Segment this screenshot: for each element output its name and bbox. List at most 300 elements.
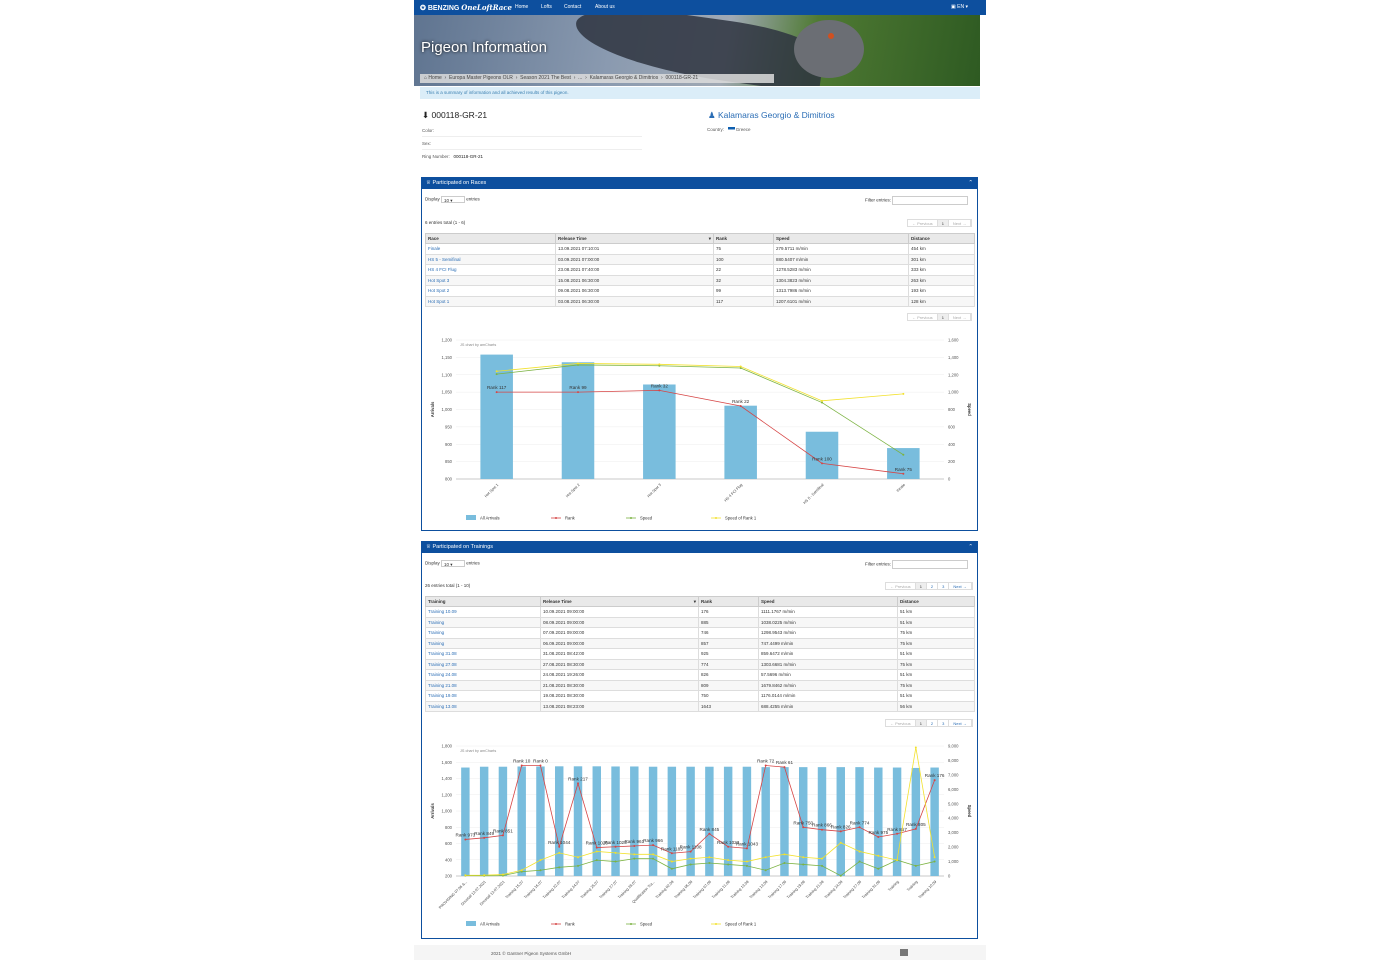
table-cell: 885	[699, 617, 759, 628]
nav-contact[interactable]: Contact	[564, 4, 582, 10]
col-training[interactable]: Training	[426, 597, 541, 607]
table-cell: 857	[699, 638, 759, 649]
table-cell: 454 km	[909, 244, 975, 255]
point-speed-of-rank-1	[708, 856, 710, 858]
rank-data-label: Rank 61	[775, 760, 794, 766]
brand-logo[interactable]: ✪ BENZING OneLoftRace	[420, 3, 512, 12]
table-cell: 128 km	[909, 296, 975, 307]
uk-flag-icon: ▣	[951, 4, 956, 10]
trainings-panel-header[interactable]: ♕ Participated on Trainings ⌃	[422, 542, 977, 553]
point-speed-of-rank-1	[539, 859, 541, 861]
bar-all-arrivals	[837, 767, 845, 876]
y2-axis-label: Speed	[967, 804, 972, 818]
x-tick-label: Training 31.08	[861, 879, 882, 900]
pigeon-head-image	[794, 20, 864, 78]
point-rank	[671, 852, 673, 854]
row-link[interactable]: HS 4 FCI Flug	[426, 265, 556, 276]
legend-label: All Arrivals	[480, 921, 500, 927]
table-row	[426, 638, 975, 649]
table-cell: 746	[699, 628, 759, 639]
y2-tick-label: 6,000	[948, 786, 959, 792]
pager-next[interactable]: Next →	[949, 583, 971, 589]
row-link[interactable]: Finale	[426, 244, 556, 255]
point-rank	[690, 851, 692, 853]
breadcrumb-season[interactable]: Season 2021 The Best	[520, 75, 571, 81]
legend-label: Speed	[640, 515, 653, 521]
table-cell: 333 km	[909, 265, 975, 276]
breadcrumb-ellipsis[interactable]: ...	[578, 75, 583, 81]
table-cell: 08.09.2021 09:00:00	[541, 617, 699, 628]
rank-data-label: Rank 1020	[585, 840, 608, 846]
series-line-rank	[497, 390, 904, 473]
bar-all-arrivals	[780, 767, 788, 876]
row-link[interactable]: Training	[426, 617, 541, 628]
table-row	[426, 701, 975, 712]
greece-flag-icon	[728, 127, 735, 132]
rank-data-label: Rank 32	[650, 383, 668, 389]
races-filter-input[interactable]	[892, 196, 968, 205]
footer	[414, 945, 986, 960]
point-rank	[915, 828, 917, 830]
point-speed-of-rank-1	[746, 861, 748, 863]
point-rank	[859, 826, 861, 828]
scroll-top-button[interactable]	[900, 949, 908, 956]
legend-label: Rank	[565, 921, 575, 927]
table-cell: 51 km	[898, 607, 975, 618]
point-rank	[521, 765, 523, 767]
x-tick-label: PROVIDING 07.06 &...	[438, 879, 469, 910]
chevron-up-icon[interactable]: ⌃	[968, 180, 973, 186]
table-cell: 15.08.2021 06:30:00	[556, 275, 714, 286]
point-speed	[877, 868, 879, 870]
row-link[interactable]: Hot Spot 3	[426, 275, 556, 286]
point-speed	[615, 861, 617, 863]
table-cell: 263 km	[909, 275, 975, 286]
x-tick-label: Training 07.08	[692, 879, 713, 900]
trophy-icon: ♕	[426, 544, 431, 550]
trainings-length-select[interactable]: 10 ▾	[441, 560, 465, 567]
races-chart	[422, 330, 977, 526]
pager-page-3[interactable]: 3	[938, 583, 949, 589]
pager-next[interactable]: Next →	[949, 314, 971, 320]
x-tick-label: Training 19.08	[786, 879, 806, 900]
y2-tick-label: 8,000	[948, 757, 959, 763]
rank-data-label: Rank 826	[830, 824, 851, 830]
table-cell: 1111.1767 m/min	[759, 607, 898, 618]
bar-all-arrivals	[930, 768, 938, 876]
bar-all-arrivals	[555, 766, 563, 876]
sex-label: Sex:	[422, 141, 432, 146]
table-cell: 32	[714, 275, 774, 286]
info-alert: This is a summary of information and all achieved results of this pigeon.	[420, 87, 980, 99]
rank-data-label: Rank 851	[493, 828, 513, 834]
point-rank	[633, 845, 635, 847]
point-rank	[802, 826, 804, 828]
point-rank	[577, 391, 579, 393]
legend-marker	[715, 517, 717, 519]
home-icon: ⌂	[424, 75, 428, 81]
x-tick-label: Training	[906, 879, 919, 893]
table-cell: 10.09.2021 09:00:00	[541, 607, 699, 618]
table-cell: 826	[699, 670, 759, 681]
point-speed-of-rank-1	[802, 856, 804, 858]
table-cell: 03.09.2021 07:00:00	[556, 254, 714, 265]
table-cell: 75 km	[898, 659, 975, 670]
divider	[422, 136, 642, 137]
y-tick-label: 1,200	[441, 337, 452, 343]
rank-data-label: Rank 1044	[548, 839, 571, 845]
y-tick-label: 800	[445, 824, 452, 830]
breadcrumb-loft[interactable]: Kalamaras Georgio & Dimitrios	[589, 75, 659, 81]
trainings-table	[425, 596, 975, 712]
legend-label: Speed of Rank 1	[725, 921, 757, 927]
bar-all-arrivals	[724, 406, 757, 479]
rank-data-label: Rank 176	[924, 773, 945, 779]
series-line-speed	[465, 859, 934, 876]
bar-all-arrivals	[562, 362, 595, 479]
point-speed-of-rank-1	[577, 856, 579, 858]
races-panel-header[interactable]: ♕ Participated on Races ⌃	[422, 178, 977, 189]
nav-lofts[interactable]: Lofts	[541, 4, 552, 10]
y2-tick-label: 400	[948, 441, 955, 447]
point-rank	[934, 779, 936, 781]
col-race[interactable]: Race	[426, 234, 556, 244]
point-speed-of-rank-1	[483, 874, 485, 876]
legend-swatch	[466, 921, 476, 926]
point-speed-of-rank-1	[502, 874, 504, 876]
table-cell: 56 km	[898, 701, 975, 712]
rank-data-label: Rank 805	[905, 821, 926, 827]
y2-tick-label: 7,000	[948, 772, 959, 778]
races-length-select[interactable]: 10 ▾	[441, 196, 465, 203]
user-icon: ♟	[708, 110, 716, 120]
table-cell: 1313.7986 m/min	[774, 286, 909, 297]
bar-all-arrivals	[668, 767, 676, 876]
x-tick-label: Qualification Tra...	[631, 879, 656, 905]
page	[414, 0, 986, 960]
point-speed	[671, 868, 673, 870]
pager-page-2[interactable]: 2	[927, 583, 938, 589]
y2-tick-label: 1,200	[948, 372, 959, 378]
rank-data-label: Rank 217	[568, 776, 588, 782]
x-tick-label: Dovetail 13.07.2021	[460, 879, 487, 907]
y2-tick-label: 5,000	[948, 801, 959, 807]
rank-data-label: Rank 22	[732, 399, 750, 405]
pager-prev[interactable]: ← Previous	[886, 583, 916, 589]
bar-all-arrivals	[461, 768, 469, 876]
breadcrumb: ⌂ Home › Europa Master Pigeons OLR › Season 2021 The Best › ... › Kalamaras Georgio & Dimitrios › 000118-GR-21	[420, 74, 774, 83]
point-rank	[746, 847, 748, 849]
table-cell: 75	[714, 244, 774, 255]
table-row	[426, 617, 975, 628]
y-tick-label: 1,000	[441, 407, 452, 412]
point-speed-of-rank-1	[840, 842, 842, 844]
y-tick-label: 1,200	[441, 792, 452, 798]
owner-name[interactable]: ♟ Kalamaras Georgio & Dimitrios	[708, 110, 835, 120]
y2-axis-label: Speed	[967, 403, 972, 416]
series-line-speed-of-rank-1	[497, 363, 904, 400]
point-speed	[746, 865, 748, 867]
table-row	[426, 244, 975, 255]
x-tick-label: Training 27.07	[598, 879, 619, 900]
table-row	[426, 296, 975, 307]
table-cell: 51 km	[898, 617, 975, 628]
col-speed[interactable]: Speed	[774, 234, 909, 244]
rank-data-label: Rank 1183	[660, 846, 683, 852]
table-cell: 925	[699, 649, 759, 660]
color-label: Color:	[422, 128, 435, 133]
table-cell: 1303.6681 m/min	[759, 659, 898, 670]
table-cell: 100	[714, 254, 774, 265]
pigeon-eye-image	[828, 33, 834, 39]
point-speed	[539, 869, 541, 871]
row-link[interactable]: Training	[426, 628, 541, 639]
point-rank	[902, 473, 904, 475]
pager-page-1[interactable]: 1	[938, 220, 949, 226]
row-link[interactable]: Training 31.08	[426, 649, 541, 660]
y-tick-label: 200	[445, 873, 452, 879]
table-cell: 1176.0144 m/min	[759, 691, 898, 702]
rank-data-label: Rank 973	[455, 832, 476, 838]
row-link[interactable]: Training 19.08	[426, 691, 541, 702]
row-link[interactable]: Training 13.08	[426, 701, 541, 712]
rank-data-label: Rank 1023	[717, 839, 740, 845]
y-tick-label: 1,050	[441, 389, 452, 395]
point-speed-of-rank-1	[783, 853, 785, 855]
point-speed	[934, 861, 936, 863]
point-rank	[821, 462, 823, 464]
legend-marker	[555, 923, 557, 925]
breadcrumb-event[interactable]: Europa Master Pigeons OLR	[449, 75, 513, 81]
point-speed-of-rank-1	[896, 859, 898, 861]
table-cell: 747.4499 m/min	[759, 638, 898, 649]
chevron-up-icon[interactable]: ⌃	[968, 544, 973, 550]
table-cell: 51 km	[898, 670, 975, 681]
point-speed-of-rank-1	[671, 861, 673, 863]
table-cell: 1207.6101 m/min	[774, 296, 909, 307]
ring-icon: ⬇	[422, 110, 430, 120]
table-cell: 09.08.2021 06:30:00	[556, 286, 714, 297]
pager-page-1[interactable]: 1	[916, 583, 927, 589]
rank-data-label: Rank 117	[486, 385, 507, 391]
table-cell: 1643	[699, 701, 759, 712]
point-speed	[783, 862, 785, 864]
y2-tick-label: 1,600	[948, 337, 959, 343]
point-rank	[496, 391, 498, 393]
point-speed	[859, 861, 861, 863]
y2-tick-label: 200	[948, 459, 955, 465]
row-link[interactable]: Training 21.08	[426, 680, 541, 691]
x-tick-label: Hot Spot 1	[483, 482, 500, 499]
row-link[interactable]: Training	[426, 638, 541, 649]
x-tick-label: Hot Spot 3	[646, 482, 663, 499]
rank-data-label: Rank 966	[643, 838, 663, 844]
breadcrumb-home[interactable]: Home	[428, 75, 442, 81]
row-link[interactable]: Hot Spot 1	[426, 296, 556, 307]
bar-all-arrivals	[761, 767, 769, 876]
races-pager-bottom	[907, 313, 972, 321]
point-rank	[708, 833, 710, 835]
y-tick-label: 1,400	[441, 776, 452, 781]
point-speed-of-rank-1	[464, 874, 466, 876]
bar-all-arrivals	[743, 767, 751, 876]
rank-data-label: Rank 100	[812, 456, 832, 462]
pager-next[interactable]: Next →	[949, 720, 971, 726]
col-rank[interactable]: Rank	[714, 234, 774, 244]
legend-marker	[630, 923, 632, 925]
table-row	[426, 649, 975, 660]
point-speed-of-rank-1	[521, 869, 523, 871]
pager-prev[interactable]: ← Previous	[908, 314, 938, 320]
x-tick-label: Training 15.07	[504, 879, 525, 900]
trainings-filter-input[interactable]	[892, 560, 968, 569]
language-selector[interactable]: ▣ EN ▾	[951, 4, 968, 10]
point-speed-of-rank-1	[577, 362, 579, 364]
point-speed-of-rank-1	[934, 856, 936, 858]
table-cell: 117	[714, 296, 774, 307]
y-tick-label: 850	[445, 459, 452, 465]
col-release-time[interactable]: Release Time ▾	[556, 234, 714, 244]
point-rank	[740, 405, 742, 407]
table-row	[426, 670, 975, 681]
bar-all-arrivals	[818, 767, 826, 876]
table-cell: 19.08.2021 08:30:00	[541, 691, 699, 702]
x-tick-label: Training 13.08	[748, 879, 769, 900]
point-rank	[615, 846, 617, 848]
row-link[interactable]: Training 24.08	[426, 670, 541, 681]
x-tick-label: Finale	[895, 482, 907, 493]
point-speed-of-rank-1	[740, 365, 742, 367]
legend-marker	[715, 923, 717, 925]
x-tick-label: Training 02.08	[654, 879, 675, 900]
table-cell: 31.08.2021 08:42:00	[541, 649, 699, 660]
y-tick-label: 900	[445, 441, 452, 447]
point-speed-of-rank-1	[633, 853, 635, 855]
table-cell: 688.4255 m/min	[759, 701, 898, 712]
pager-page-3[interactable]: 3	[938, 720, 949, 726]
pager-page-1[interactable]: 1	[916, 720, 927, 726]
point-speed-of-rank-1	[596, 850, 598, 852]
x-tick-label: Training 10.09	[917, 879, 938, 900]
races-table	[425, 233, 975, 307]
point-speed	[652, 858, 654, 860]
y-tick-label: 950	[445, 424, 452, 430]
row-link[interactable]: Training 27.08	[426, 659, 541, 670]
point-rank	[896, 833, 898, 835]
col-release-time[interactable]: Release Time ▾	[541, 597, 699, 607]
table-cell: 13.09.2021 07:10:01	[556, 244, 714, 255]
table-cell: 99	[714, 286, 774, 297]
pager-page-1[interactable]: 1	[938, 314, 949, 320]
point-rank	[558, 846, 560, 848]
point-rank	[658, 389, 660, 391]
trainings-pager-top	[885, 582, 973, 590]
table-cell: 51 km	[898, 649, 975, 660]
col-distance[interactable]: Distance	[898, 597, 975, 607]
point-speed	[727, 863, 729, 865]
y-tick-label: 1,600	[441, 759, 452, 765]
x-tick-label: Hot Spot 2	[565, 482, 581, 499]
x-tick-label: Training 05.08	[673, 879, 694, 900]
y2-tick-label: 4,000	[948, 815, 959, 821]
trainings-chart	[422, 736, 977, 936]
pager-prev[interactable]: ← Previous	[886, 720, 916, 726]
col-distance[interactable]: Distance	[909, 234, 975, 244]
table-cell: 13.08.2021 08:23:00	[541, 701, 699, 712]
top-navbar	[414, 0, 986, 15]
table-cell: 1298.9543 m/min	[759, 628, 898, 639]
hero-banner	[414, 15, 980, 86]
y-tick-label: 1,150	[441, 354, 452, 360]
pigeon-ring-title: ⬇ 000118-GR-21	[422, 110, 488, 120]
point-rank	[502, 834, 504, 836]
y2-tick-label: 2,000	[948, 844, 959, 850]
races-pager-top	[907, 219, 972, 227]
row-link[interactable]: Hot Spot 2	[426, 286, 556, 297]
rank-data-label: Rank 99	[569, 385, 587, 391]
table-cell: 809	[699, 680, 759, 691]
table-row	[426, 254, 975, 265]
legend-marker	[630, 517, 632, 519]
table-header-row	[426, 597, 975, 607]
pager-next[interactable]: Next →	[949, 220, 971, 226]
table-cell: 27.08.2021 08:30:00	[541, 659, 699, 670]
rank-data-label: Rank 72	[757, 758, 775, 764]
pager-prev[interactable]: ← Previous	[908, 220, 938, 226]
table-cell: 75 km	[898, 638, 975, 649]
bar-all-arrivals	[480, 767, 488, 876]
x-tick-label: Training 28.07	[617, 879, 638, 900]
sort-desc-icon: ▾	[708, 235, 711, 241]
x-tick-label: Training 25.07	[579, 879, 600, 900]
table-cell: 75 km	[898, 628, 975, 639]
point-speed	[633, 858, 635, 860]
point-rank	[783, 766, 785, 768]
rank-data-label: Rank 961	[624, 838, 645, 844]
nav-about[interactable]: About us	[595, 4, 615, 10]
col-speed[interactable]: Speed	[759, 597, 898, 607]
rank-data-label: Rank 1025	[604, 839, 627, 845]
point-speed	[821, 402, 823, 404]
table-header-row	[426, 234, 975, 244]
divider	[422, 149, 642, 150]
point-rank	[539, 765, 541, 767]
x-tick-label: Training 13.08	[729, 879, 750, 900]
pager-page-2[interactable]: 2	[927, 720, 938, 726]
table-cell: 774	[699, 659, 759, 670]
legend-label: Rank	[565, 515, 575, 521]
point-rank	[483, 837, 485, 839]
y-tick-label: 1,800	[441, 743, 452, 749]
trophy-icon: ♕	[426, 180, 431, 186]
col-rank[interactable]: Rank	[699, 597, 759, 607]
races-panel	[421, 177, 978, 531]
point-rank	[877, 836, 879, 838]
table-cell: 750	[699, 691, 759, 702]
races-total: 6 entries total (1 - 6)	[425, 220, 466, 225]
y-tick-label: 1,100	[441, 372, 452, 378]
x-tick-label: Training 27.08	[842, 879, 863, 900]
row-link[interactable]: Training 10.09	[426, 607, 541, 618]
point-rank	[577, 782, 579, 784]
row-link[interactable]: HS 5 - Semifinal	[426, 254, 556, 265]
y2-tick-label: 1,400	[948, 354, 959, 360]
x-tick-label: Training 11.08	[711, 879, 731, 900]
point-speed	[821, 865, 823, 867]
rank-data-label: Rank 75	[894, 466, 912, 472]
point-speed-of-rank-1	[821, 400, 823, 402]
nav-home[interactable]: Home	[515, 4, 529, 10]
